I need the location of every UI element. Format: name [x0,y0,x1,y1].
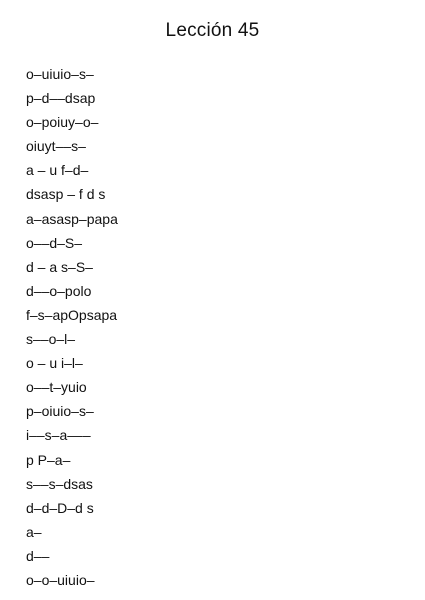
exercise-line: a–asasp–papa [26,210,118,227]
exercise-line: o––t–yuio [26,379,87,396]
exercise-line: s––o–l– [26,331,76,348]
exercise-line: d – a s–S– [26,258,93,275]
exercise-line: o – u i–l– [26,355,83,372]
exercise-line: f–s–apOpsapa [26,306,118,323]
exercise-line: o–poiuy–o– [26,114,99,131]
exercise-line: a– [26,523,42,540]
exercise-line: i––s–a––– [26,427,91,444]
exercise-line: a – u f–d– [26,162,89,179]
exercise-line: dsasp – f d s [26,186,106,203]
exercise-line: d––o–polo [26,282,92,299]
exercise-line: d–d–D–d s [26,499,94,516]
exercise-line: p–d––dsap [26,90,96,107]
exercise-lines [26,65,118,595]
exercise-line: o––d–S– [26,234,83,251]
exercise-line: p–oiuio–s– [26,403,94,420]
exercise-line: p P–a– [26,451,71,468]
page-title: Lección 45 [165,20,260,41]
exercise-line: o–uiuio–s– [26,66,94,82]
exercise-line: s––s–dsas [26,475,93,492]
exercise-line: d–– [26,547,50,564]
exercise-line: oiuyt––s– [26,138,86,155]
exercise-line: o–o–uiuio– [26,571,95,588]
